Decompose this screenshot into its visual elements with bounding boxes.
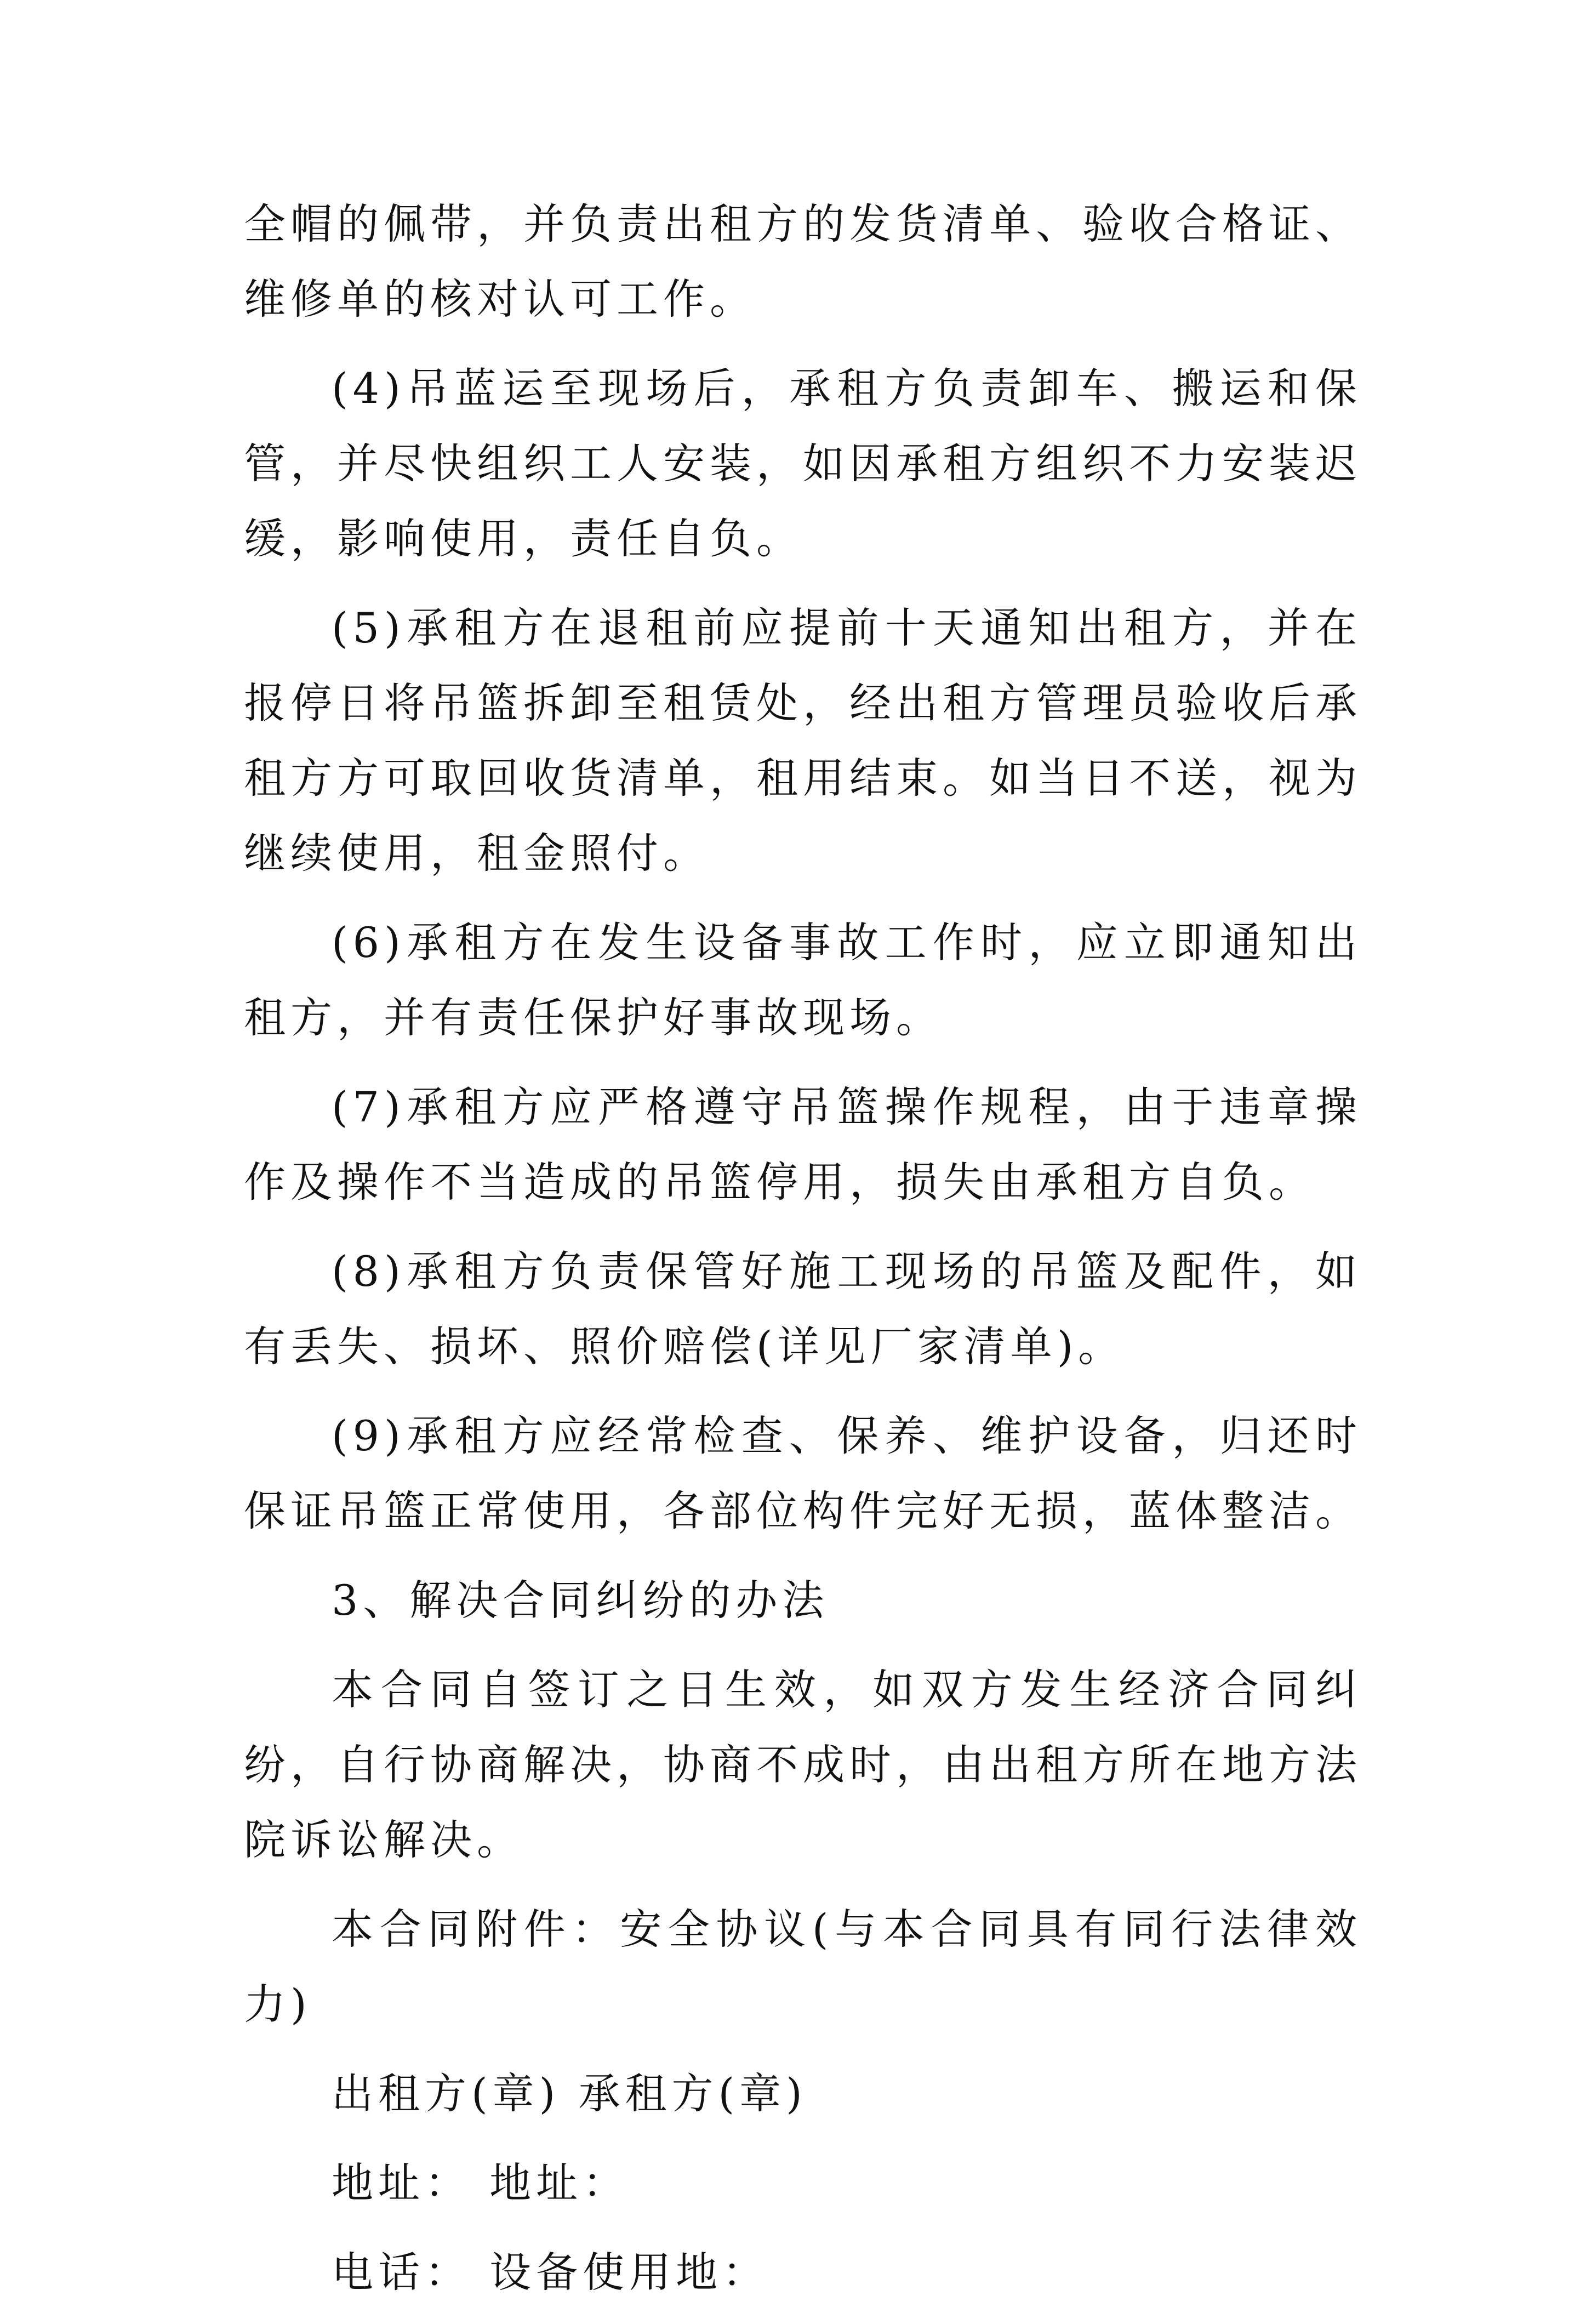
phone-location-line: 电话： 设备使用地：	[332, 2248, 769, 2297]
signature-parties-line: 出租方(章) 承租方(章)	[332, 2069, 807, 2118]
paragraph-item-8: (8)承租方负责保管好施工现场的吊篮及配件，如有丢失、损坏、照价赔偿(详见厂家清单)。	[244, 1247, 1362, 1371]
paragraph-item-4: (4)吊蓝运至现场后，承租方负责卸车、搬运和保管，并尽快组织工人安装，如因承租方组织不力安装迟缓，影响使用，责任自负。	[244, 364, 1362, 563]
paragraph-dispute-resolution: 本合同自签订之日生效，如双方发生经济合同纠纷，自行协商解决，协商不成时，由出租方所在地方法院诉讼解决。	[244, 1665, 1362, 1864]
paragraph-safety-helmet: 全帽的佩带，并负责出租方的发货清单、验收合格证、维修单的核对认可工作。	[244, 200, 1362, 323]
paragraph-item-5: (5)承租方在退租前应提前十天通知出租方，并在报停日将吊篮拆卸至租赁处，经出租方管理员验收后承租方方可取回收货清单，租用结束。如当日不送，视为继续使用，租金照付。	[244, 603, 1362, 878]
section-heading-dispute: 3、解决合同纠纷的办法	[332, 1576, 829, 1625]
paragraph-item-6: (6)承租方在发生设备事故工作时，应立即通知出租方，并有责任保护好事故现场。	[244, 918, 1362, 1042]
address-line: 地址： 地址：	[332, 2158, 630, 2207]
paragraph-item-9: (9)承租方应经常检查、保养、维护设备，归还时保证吊篮正常使用，各部位构件完好无损，蓝体整洁。	[244, 1411, 1362, 1535]
paragraph-attachment: 本合同附件：安全协议(与本合同具有同行法律效力)	[244, 1905, 1362, 2029]
paragraph-item-7: (7)承租方应严格遵守吊篮操作规程，由于违章操作及操作不当造成的吊篮停用，损失由承租方自负。	[244, 1083, 1362, 1206]
document-body	[244, 186, 1362, 2324]
